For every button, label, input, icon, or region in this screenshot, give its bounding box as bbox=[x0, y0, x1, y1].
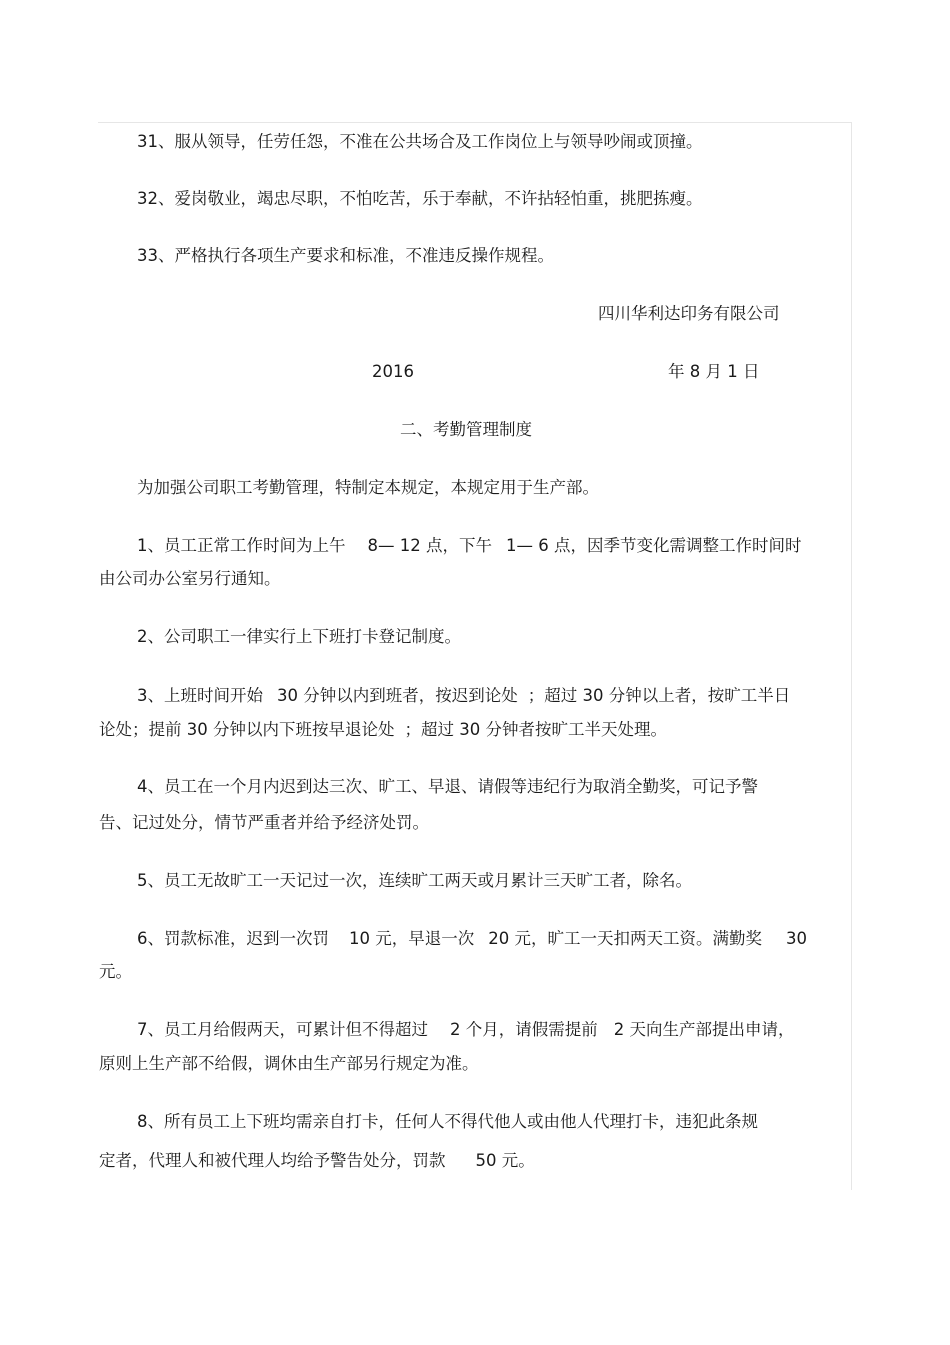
item-3-text-c: ；超过 30 分钟以上者，按旷工半日 bbox=[527, 686, 791, 705]
signature-year: 2016 bbox=[372, 362, 414, 381]
item-1-line-1 bbox=[137, 536, 801, 556]
item-6-line-1 bbox=[137, 929, 807, 949]
item-3-text-line2b: ；超过 30 分钟者按旷工半天处理。 bbox=[404, 720, 667, 739]
item-4-line-1: 4、员工在一个月内迟到达三次、旷工、早退、请假等违纪行为取消全勤奖，可记予警 bbox=[137, 777, 758, 796]
signature-date: 年 8 月 1 日 bbox=[668, 362, 760, 381]
item-4-line-2: 告、记过处分，情节严重者并给予经济处罚。 bbox=[99, 813, 429, 832]
item-8-line-2 bbox=[99, 1151, 535, 1171]
item-6-text-b: 10 元，早退一次 bbox=[349, 929, 475, 948]
item-3-text-a: 3、上班时间开始 bbox=[137, 686, 263, 705]
item-7-line-1 bbox=[137, 1020, 795, 1040]
item-6-text-d: 30 bbox=[786, 929, 807, 948]
item-7-text-a: 7、员工月给假两天，可累计但不得超过 bbox=[137, 1020, 428, 1039]
item-8-line-1: 8、所有员工上下班均需亲自打卡，任何人不得代他人或由他人代理打卡，违犯此条规 bbox=[137, 1112, 758, 1131]
item-6-text-a: 6、罚款标准，迟到一次罚 bbox=[137, 929, 329, 948]
item-7-text-b: 2 个月，请假需提前 bbox=[450, 1020, 598, 1039]
item-8-text-line2a: 定者，代理人和被代理人均给予警告处分，罚款 bbox=[99, 1151, 446, 1170]
item-5: 5、员工无故旷工一天记过一次，连续旷工两天或月累计三天旷工者，除名。 bbox=[137, 871, 692, 890]
item-3-text-line2a: 论处；提前 30 分钟以内下班按早退论处 bbox=[99, 720, 395, 739]
item-1-text-c: 1— 6 点，因季节变化需调整工作时间时 bbox=[505, 536, 802, 555]
item-2: 2、公司职工一律实行上下班打卡登记制度。 bbox=[137, 627, 461, 646]
item-1-line-2: 由公司办公室另行通知。 bbox=[99, 569, 281, 588]
company-name: 四川华利达印务有限公司 bbox=[598, 304, 780, 323]
item-1-text-a: 1、员工正常工作时间为上午 bbox=[137, 536, 346, 555]
item-6-line-2: 元。 bbox=[99, 962, 132, 981]
item-1-text-b: 8— 12 点，下午 bbox=[367, 536, 492, 555]
rule-33: 33、严格执行各项生产要求和标准，不准违反操作规程。 bbox=[137, 246, 554, 265]
rule-31: 31、服从领导，任劳任怨，不准在公共场合及工作岗位上与领导吵闹或顶撞。 bbox=[137, 132, 703, 151]
item-3-line-1 bbox=[137, 686, 790, 706]
item-7-line-2: 原则上生产部不给假，调休由生产部另行规定为准。 bbox=[99, 1054, 479, 1073]
item-3-text-b: 30 分钟以内到班者，按迟到论处 bbox=[277, 686, 518, 705]
rule-32: 32、爱岗敬业，竭忠尽职，不怕吃苦，乐于奉献，不许拈轻怕重，挑肥拣瘦。 bbox=[137, 189, 703, 208]
section-title: 二、考勤管理制度 bbox=[400, 420, 532, 439]
item-6-text-c: 20 元，旷工一天扣两天工资。满勤奖 bbox=[488, 929, 762, 948]
item-7-text-c: 2 天向生产部提出申请， bbox=[613, 1020, 795, 1039]
item-3-line-2 bbox=[99, 720, 667, 740]
item-8-text-line2b: 50 元。 bbox=[475, 1151, 535, 1170]
section-intro: 为加强公司职工考勤管理，特制定本规定，本规定用于生产部。 bbox=[137, 478, 599, 497]
